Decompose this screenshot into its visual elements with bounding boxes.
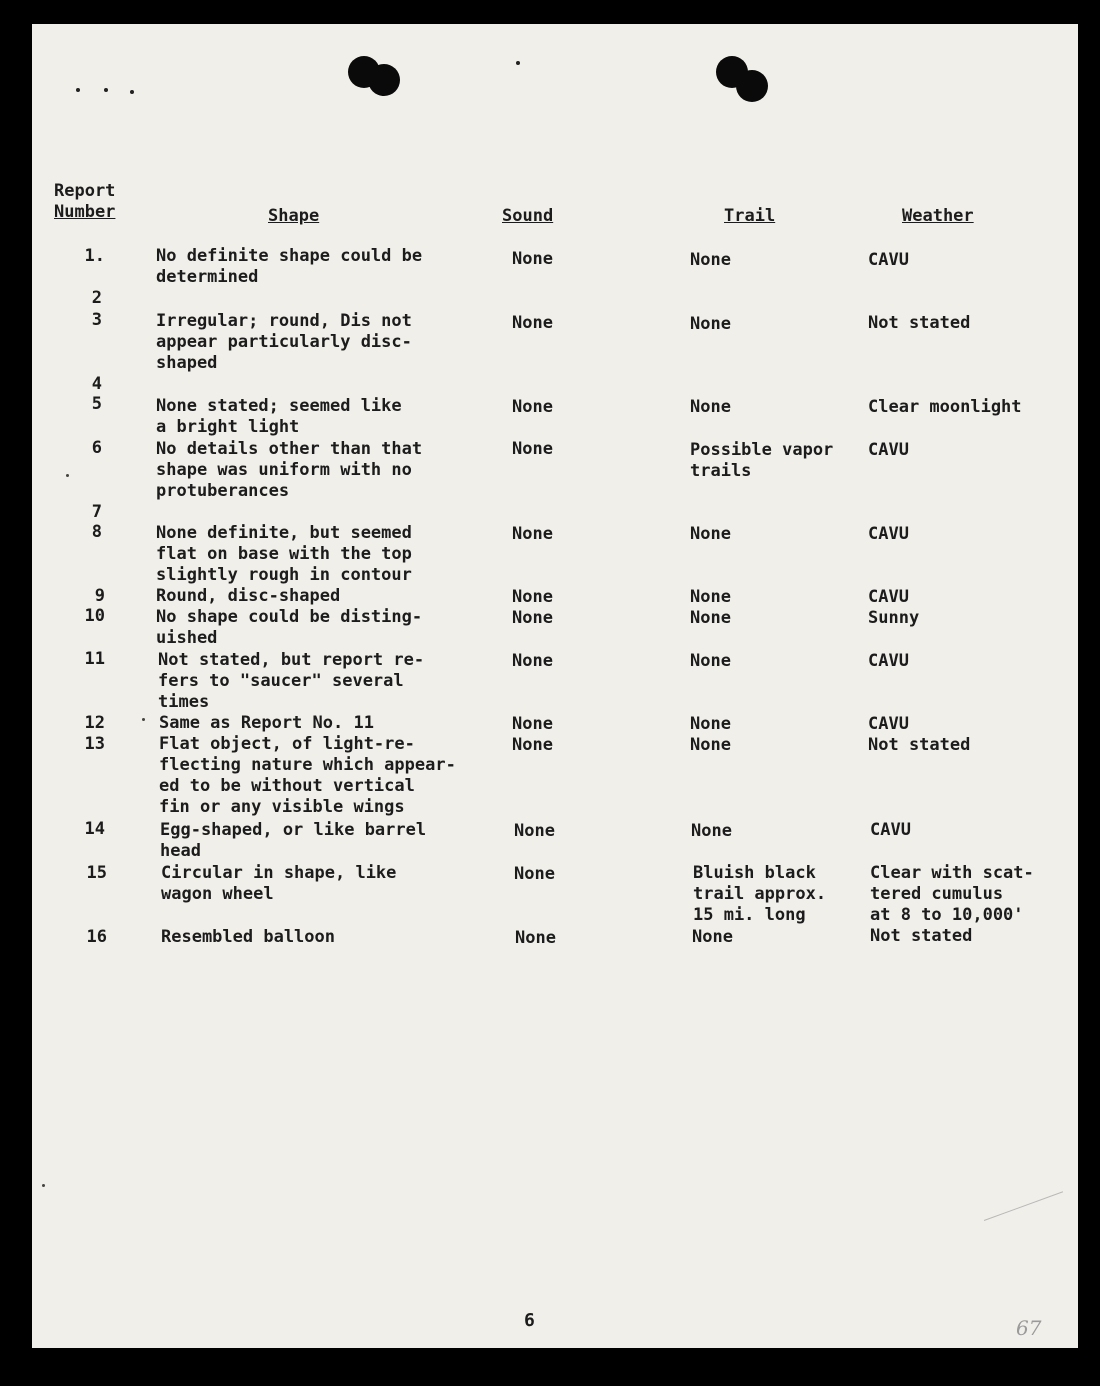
row-1-shape: No definite shape could be determined [156, 246, 423, 287]
header-report-line2: Number [54, 202, 116, 222]
row-14-trail: None [691, 821, 732, 841]
punch-hole-right-b [736, 70, 768, 102]
row-6-weather: CAVU [868, 440, 909, 460]
row-10-sound: None [512, 608, 553, 628]
row-8-shape: None definite, but seemed flat on base with the top slightly rough in contour [156, 523, 412, 585]
row-14-sound: None [514, 821, 555, 841]
row-16-weather: Not stated [870, 926, 973, 946]
row-15-number: 15 [86, 863, 107, 883]
speck [516, 61, 520, 65]
row-8-trail: None [690, 524, 731, 544]
header-trail: Trail [724, 206, 776, 226]
row-1-weather: CAVU [868, 250, 909, 270]
row-10-shape: No shape could be disting- uished [156, 607, 423, 648]
row-16-number: 16 [86, 927, 107, 947]
row-11-sound: None [512, 651, 553, 671]
row-8-sound: None [512, 524, 553, 544]
row-3-sound: None [512, 313, 553, 333]
row-12-sound: None [512, 714, 553, 734]
row-3-trail: None [690, 314, 731, 334]
header-weather: Weather [902, 206, 974, 226]
row-10-number: 10 [84, 606, 105, 626]
row-6-trail: Possible vapor trails [690, 440, 834, 481]
row-6-shape: No details other than that shape was uniform with no protuberances [156, 439, 423, 501]
page-number: 6 [524, 1310, 535, 1331]
document-page [32, 24, 1078, 1348]
row-13-shape: Flat object, of light-re- flecting nature which appear- ed to be without vertical fin or any visible wings [159, 734, 456, 817]
row-11-shape: Not stated, but report re- fers to "saucer" several times [158, 650, 425, 712]
speck [42, 1184, 45, 1187]
row-4-number: 4 [91, 374, 102, 394]
row-12-shape: Same as Report No. 11 [159, 713, 374, 733]
row-1-number: 1. [84, 246, 105, 266]
row-13-trail: None [690, 735, 731, 755]
row-2-number: 2 [91, 288, 102, 308]
row-6-number: 6 [91, 438, 102, 458]
row-12-weather: CAVU [868, 714, 909, 734]
row-7-number: 7 [91, 502, 102, 522]
row-3-shape: Irregular; round, Dis not appear particularly disc- shaped [156, 311, 412, 373]
row-16-trail: None [692, 927, 733, 947]
row-5-sound: None [512, 397, 553, 417]
row-13-sound: None [512, 735, 553, 755]
row-13-number: 13 [84, 734, 105, 754]
row-1-sound: None [512, 249, 553, 269]
speck [142, 718, 145, 721]
row-5-trail: None [690, 397, 731, 417]
row-14-shape: Egg-shaped, or like barrel head [160, 820, 427, 861]
row-15-shape: Circular in shape, like wagon wheel [161, 863, 397, 904]
speck [104, 88, 108, 92]
row-10-weather: Sunny [868, 608, 920, 628]
row-14-weather: CAVU [870, 820, 911, 840]
handwritten-page-number: 67 [1016, 1316, 1042, 1340]
row-10-trail: None [690, 608, 731, 628]
row-9-trail: None [690, 587, 731, 607]
row-16-shape: Resembled balloon [161, 927, 335, 947]
row-13-weather: Not stated [868, 735, 971, 755]
header-report-line1: Report [54, 181, 116, 201]
row-1-trail: None [690, 250, 731, 270]
punch-hole-left-b [368, 64, 400, 96]
row-5-shape: None stated; seemed like a bright light [156, 396, 402, 437]
speck [130, 90, 134, 94]
speck [66, 474, 69, 477]
row-9-shape: Round, disc-shaped [156, 586, 341, 606]
header-report [54, 181, 115, 223]
row-9-sound: None [512, 587, 553, 607]
row-12-trail: None [690, 714, 731, 734]
row-5-weather: Clear moonlight [868, 397, 1022, 417]
row-15-weather: Clear with scat- tered cumulus at 8 to 10,000' [870, 863, 1034, 925]
row-9-number: 9 [94, 586, 105, 606]
row-12-number: 12 [84, 713, 105, 733]
header-shape: Shape [268, 206, 320, 226]
row-9-weather: CAVU [868, 587, 909, 607]
pencil-mark [984, 1191, 1063, 1221]
row-8-weather: CAVU [868, 524, 909, 544]
row-6-sound: None [512, 439, 553, 459]
row-5-number: 5 [91, 394, 102, 414]
row-15-sound: None [514, 864, 555, 884]
row-16-sound: None [515, 928, 556, 948]
row-11-trail: None [690, 651, 731, 671]
row-3-weather: Not stated [868, 313, 971, 333]
row-3-number: 3 [91, 310, 102, 330]
row-11-number: 11 [84, 649, 105, 669]
row-8-number: 8 [91, 522, 102, 542]
row-11-weather: CAVU [868, 651, 909, 671]
speck [76, 88, 80, 92]
row-14-number: 14 [84, 819, 105, 839]
row-15-trail: Bluish black trail approx. 15 mi. long [693, 863, 827, 925]
header-sound: Sound [502, 206, 554, 226]
